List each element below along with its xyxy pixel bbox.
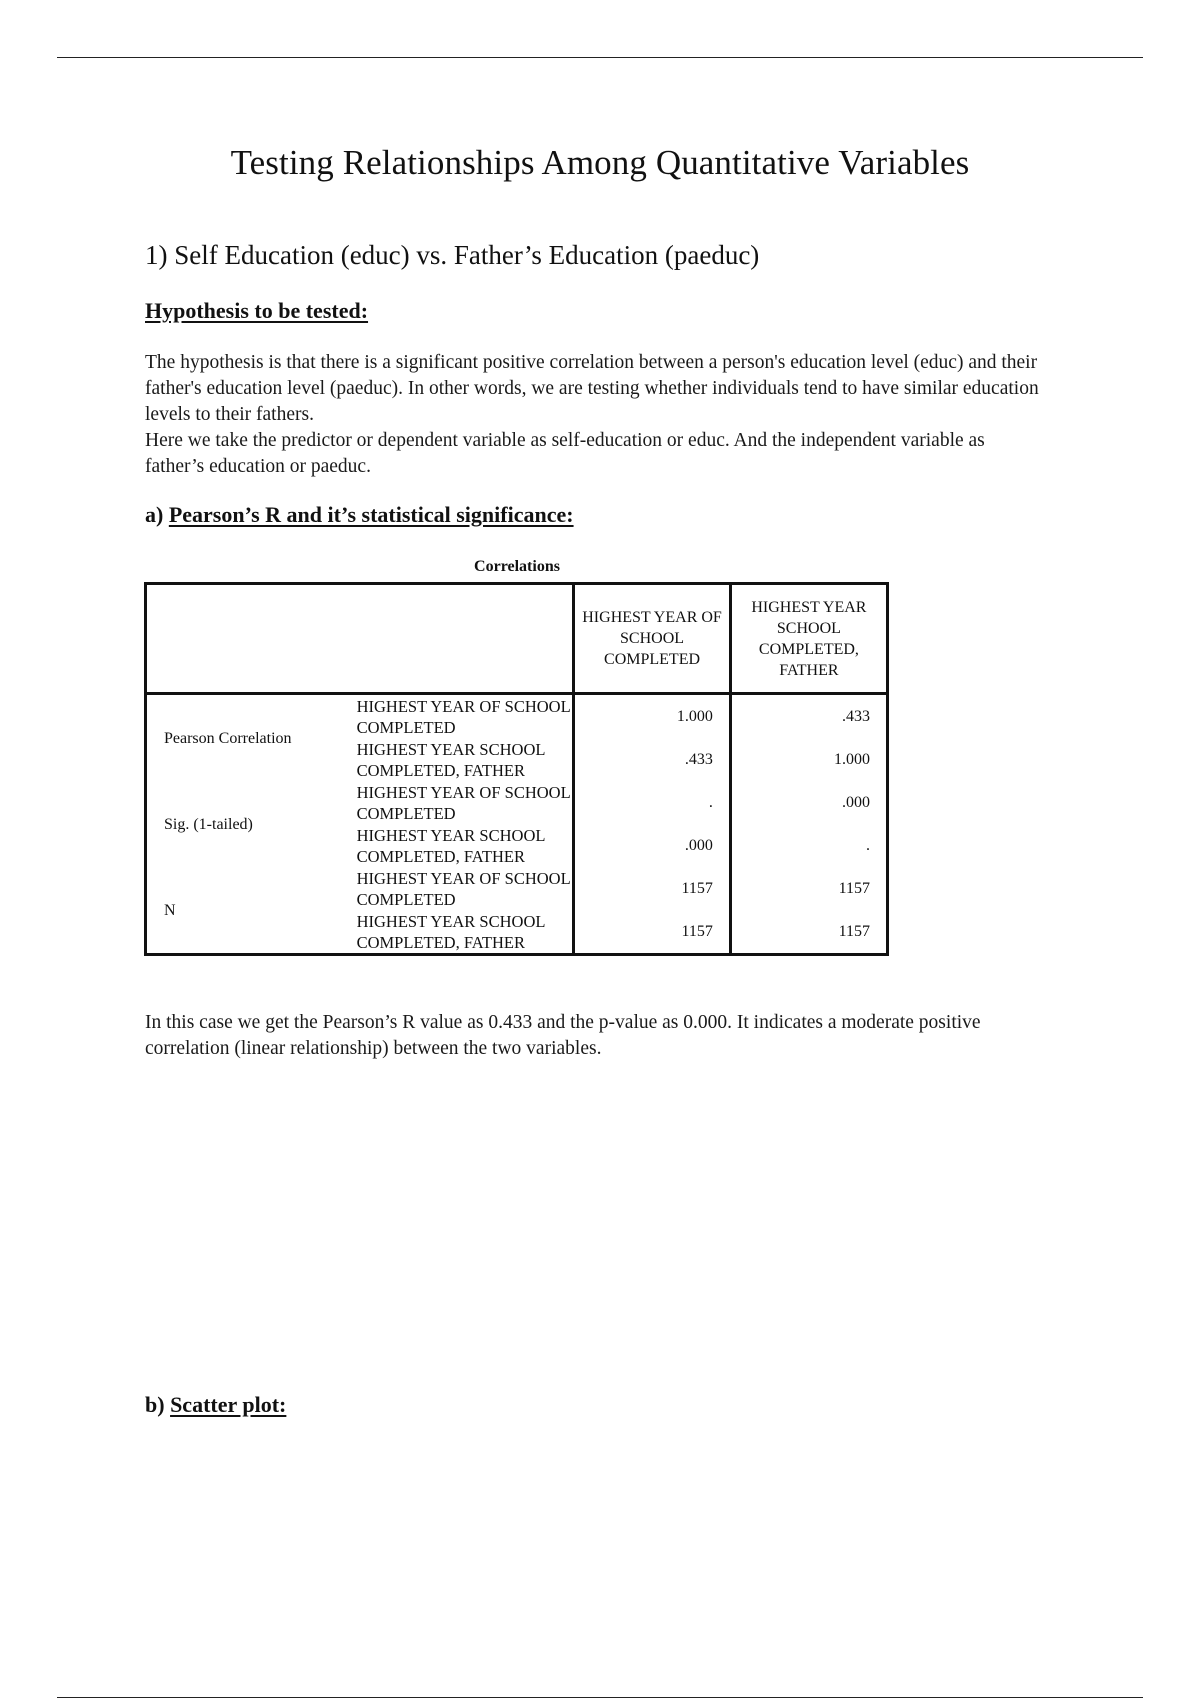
cell-paeduc: .433 (730, 694, 887, 739)
table-row (146, 694, 888, 739)
table-row (146, 867, 888, 910)
table-header-row (146, 584, 888, 694)
col-header-educ: HIGHEST YEAR OF SCHOOL COMPLETED (574, 584, 731, 694)
table-row (146, 781, 888, 824)
row-variable-label: HIGHEST YEAR OF SCHOOL COMPLETED (356, 868, 571, 909)
row-group-label: Pearson Correlation (164, 729, 292, 747)
row-group-label: N (164, 901, 176, 919)
cell-paeduc: . (730, 824, 887, 867)
table-caption: Correlations (474, 558, 560, 575)
row-group-label: Sig. (1-tailed) (164, 815, 253, 833)
cell-paeduc: 1.000 (730, 738, 887, 781)
hypothesis-paragraph: The hypothesis is that there is a significant positive correlation between a person's education level (educ) and their father's education level (paeduc). In other words, we are testing whether individuals tend to have similar education levels to their fathers. (145, 352, 1039, 425)
pearson-heading: a) Pearson’s R and it’s statistical significance: (145, 502, 574, 527)
section-title: 1) Self Education (educ) vs. Father’s Education (paeduc) (145, 240, 760, 270)
scatter-heading: b) Scatter plot: (145, 1392, 287, 1417)
hypothesis-text (145, 350, 1045, 480)
row-variable-label: HIGHEST YEAR OF SCHOOL COMPLETED (356, 696, 571, 737)
cell-educ: 1157 (574, 867, 731, 910)
row-variable-label: HIGHEST YEAR SCHOOL COMPLETED, FATHER (356, 739, 545, 780)
cell-educ: 1157 (574, 910, 731, 955)
variables-paragraph: Here we take the predictor or dependent variable as self-education or educ. And the independent variable as father’s education or paeduc. (145, 430, 985, 477)
cell-educ: 1.000 (574, 694, 731, 739)
bottom-rule (57, 1697, 1143, 1698)
table-body (146, 694, 888, 955)
cell-paeduc: 1157 (730, 910, 887, 955)
hypothesis-heading: Hypothesis to be tested: (145, 298, 369, 323)
cell-educ: . (574, 781, 731, 824)
top-rule (57, 57, 1143, 58)
row-variable-label: HIGHEST YEAR SCHOOL COMPLETED, FATHER (356, 911, 545, 952)
cell-paeduc: 1157 (730, 867, 887, 910)
document-title: Testing Relationships Among Quantitative Variables (230, 143, 970, 182)
result-paragraph: In this case we get the Pearson’s R value as 0.433 and the p-value as 0.000. It indicates a moderate positive correlation (linear relationship) between the two variables. (145, 1012, 981, 1059)
cell-educ: .000 (574, 824, 731, 867)
cell-paeduc: .000 (730, 781, 887, 824)
col-header-paeduc: HIGHEST YEAR SCHOOL COMPLETED, FATHER (730, 584, 887, 694)
correlations-table (144, 582, 889, 956)
row-variable-label: HIGHEST YEAR SCHOOL COMPLETED, FATHER (356, 825, 545, 866)
cell-educ: .433 (574, 738, 731, 781)
row-variable-label: HIGHEST YEAR OF SCHOOL COMPLETED (356, 782, 571, 823)
